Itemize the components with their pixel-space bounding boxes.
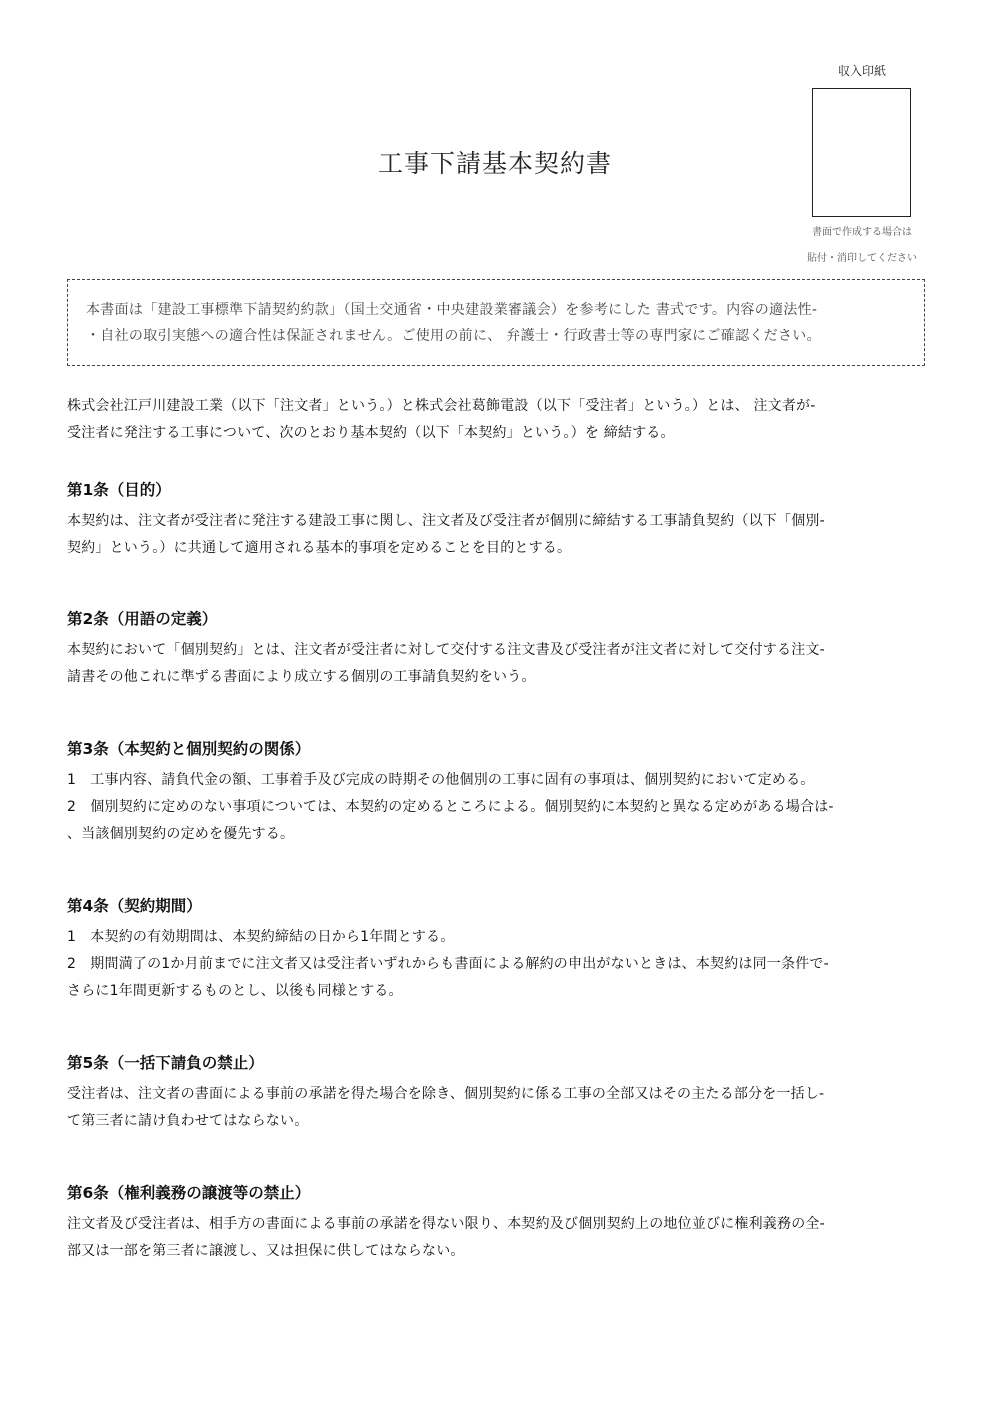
paragraph-line: 契約」という。）に共通して適用される基本的事項を定めることを目的とする。 [67, 540, 572, 556]
paragraph-line: 請書その他これに準ずる書面により成立する個別の工事請負契約をいう。 [67, 669, 536, 685]
article-4 [67, 893, 927, 1005]
document-title: 工事下請基本契約書 [377, 149, 612, 178]
revenue-stamp-box [812, 88, 911, 217]
paragraph-line: 本契約において「個別契約」とは、注文者が受注者に対して交付する注文書及び受注者が注文者に対して交付する注文- [67, 642, 825, 658]
notice-line: ・自社の取引実態への適合性は保証されません。ご使用の前に、 弁護士・行政書士等の専門家にご確認ください。 [86, 328, 821, 344]
article-heading: 第1条（目的） [67, 481, 171, 499]
stamp-note-line2: 貼付・消印してください [807, 253, 917, 264]
article-heading: 第4条（契約期間） [67, 897, 202, 915]
stamp-note-line1: 書面で作成する場合は [812, 227, 912, 238]
paragraph-line: て第三者に請け負わせてはならない。 [67, 1113, 309, 1129]
paragraph-line: 注文者及び受注者は、相手方の書面による事前の承諾を得ない限り、本契約及び個別契約上の地位並びに権利義務の全- [67, 1216, 825, 1232]
article-paragraph [67, 637, 927, 691]
article-paragraph [67, 924, 927, 951]
article-paragraph [67, 1211, 927, 1265]
article-3 [67, 736, 927, 848]
article-paragraph [67, 508, 927, 562]
paragraph-line: 2 期間満了の1か月前までに注文者又は受注者いずれからも書面による解約の申出がないときは、本契約は同一条件で- [67, 956, 829, 972]
article-6 [67, 1180, 927, 1265]
preamble-line: 株式会社江戸川建設工業（以下「注文者」という。）と株式会社葛飾電設（以下「受注者」という。）とは、 注文者が- [67, 398, 816, 414]
notice-line: 本書面は「建設工事標準下請契約約款」（国土交通省・中央建設業審議会）を参考にした 書式です。内容の適法性- [86, 302, 818, 318]
article-paragraph [67, 951, 927, 1005]
paragraph-line: 受注者は、注文者の書面による事前の承諾を得た場合を除き、個別契約に係る工事の全部又はその主たる部分を一括し- [67, 1086, 825, 1102]
paragraph-line: 本契約は、注文者が受注者に発注する建設工事に関し、注文者及び受注者が個別に締結する工事請負契約（以下「個別- [67, 513, 825, 529]
preamble [67, 393, 927, 447]
paragraph-line: 部又は一部を第三者に譲渡し、又は担保に供してはならない。 [67, 1243, 465, 1259]
article-heading: 第3条（本契約と個別契約の関係） [67, 740, 311, 758]
article-paragraph [67, 1081, 927, 1135]
article-heading: 第2条（用語の定義） [67, 610, 218, 628]
paragraph-line: 1 工事内容、請負代金の額、工事着手及び完成の時期その他個別の工事に固有の事項は、個別契約において定める。 [67, 772, 815, 788]
article-5 [67, 1050, 927, 1135]
article-heading: 第5条（一括下請負の禁止） [67, 1054, 264, 1072]
paragraph-line: 2 個別契約に定めのない事項については、本契約の定めるところによる。個別契約に本契約と異なる定めがある場合は- [67, 799, 834, 815]
revenue-stamp-label: 収入印紙 [837, 64, 886, 78]
preamble-line: 受注者に発注する工事について、次のとおり基本契約（以下「本契約」という。）を 締結する。 [67, 425, 675, 441]
disclaimer-notice [67, 279, 925, 366]
article-1 [67, 477, 927, 562]
contract-body [67, 393, 927, 1310]
article-paragraph [67, 794, 927, 848]
article-heading: 第6条（権利義務の譲渡等の禁止） [67, 1184, 311, 1202]
paragraph-line: 、当該個別契約の定めを優先する。 [67, 826, 295, 842]
article-paragraph [67, 767, 927, 794]
article-2 [67, 606, 927, 691]
paragraph-line: さらに1年間更新するものとし、以後も同様とする。 [67, 983, 403, 999]
paragraph-line: 1 本契約の有効期間は、本契約締結の日から1年間とする。 [67, 929, 455, 945]
